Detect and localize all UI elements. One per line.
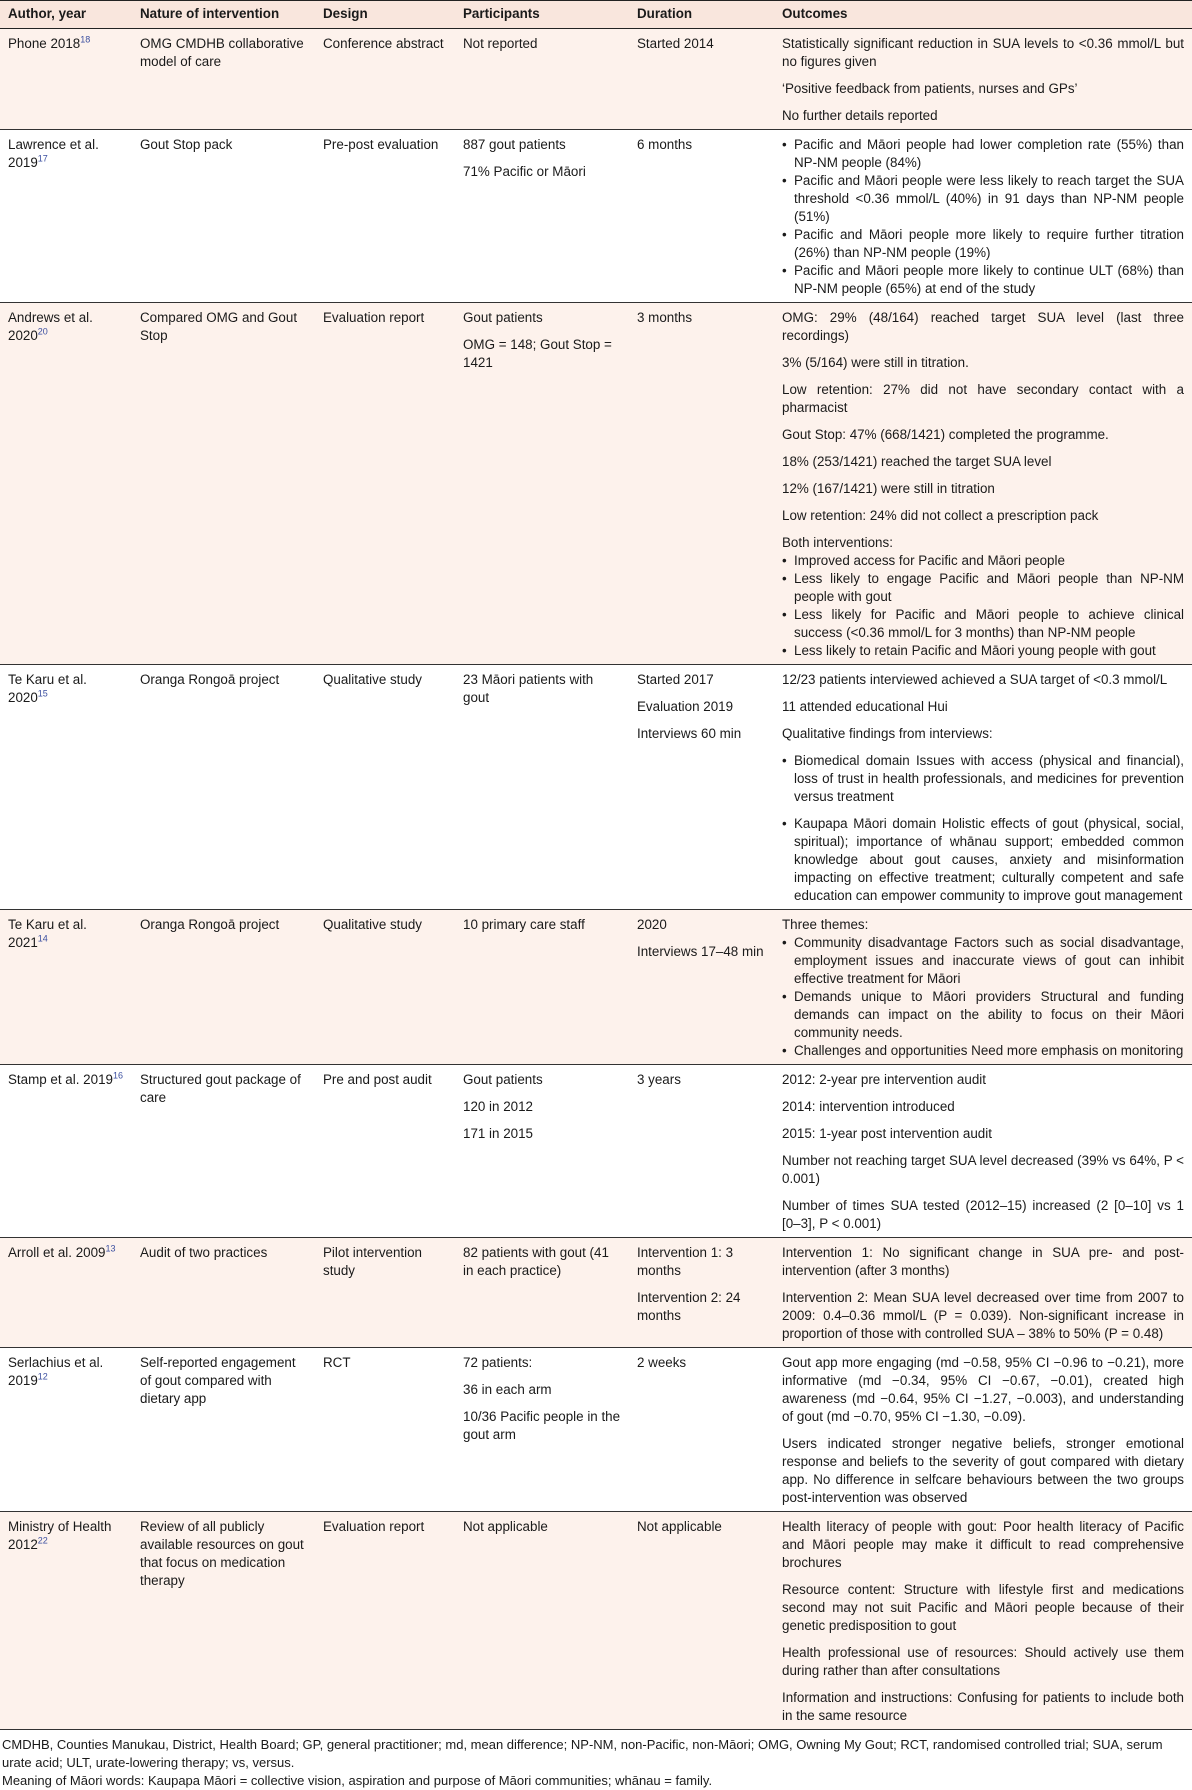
cell-author <box>0 130 132 303</box>
outcome-bullet: • Pacific and Māori people more likely to continue ULT (68%) than NP-NM people (65%) at end of the study <box>782 262 1184 298</box>
cell-nature <box>132 1238 315 1348</box>
design-text: RCT <box>323 1355 351 1370</box>
footnote-maori-words: Meaning of Māori words: Kaupapa Māori = collective vision, aspiration and purpose of Māori communities; whānau = family. <box>2 1773 713 1788</box>
design-text: Qualitative study <box>323 917 422 932</box>
nature-text: Gout Stop pack <box>140 137 233 152</box>
cell-outcomes <box>774 130 1192 303</box>
header-design: Design <box>315 1 455 29</box>
nature-text: OMG CMDHB collaborative model of care <box>140 36 304 69</box>
reference-number: 20 <box>37 326 48 337</box>
participants-line: 171 in 2015 <box>463 1126 533 1141</box>
outcome-bullet: • Kaupapa Māori domain Holistic effects of gout (physical, social, spiritual); importance of whānau support; embedded common knowledge about gout causes, anxiety and misinformation impacting on effective treatment; culturally competent and safe education can empower community to improve gout management <box>782 815 1184 905</box>
participants-line: Not applicable <box>463 1519 548 1534</box>
outcome-paragraph: Intervention 1: No significant change in SUA pre- and post-intervention (after 3 months) <box>782 1245 1184 1278</box>
outcome-paragraph: 2012: 2-year pre intervention audit <box>782 1072 986 1087</box>
cell-design <box>315 1065 455 1238</box>
duration-line: 2 weeks <box>637 1355 687 1370</box>
reference-number: 15 <box>37 688 48 699</box>
participants-line: 23 Māori patients with gout <box>463 672 594 705</box>
cell-nature <box>132 1348 315 1512</box>
cell-outcomes <box>774 1065 1192 1238</box>
outcome-paragraph: Health professional use of resources: Should actively use them during rather than after consultations <box>782 1645 1184 1678</box>
design-text: Pre and post audit <box>323 1072 432 1087</box>
outcome-bullet: • Less likely for Pacific and Māori people to achieve clinical success (<0.36 mmol/L for 3 months) than NP-NM people <box>782 606 1184 642</box>
participants-line: 82 patients with gout (41 in each practice) <box>463 1245 609 1278</box>
design-text: Qualitative study <box>323 672 422 687</box>
outcome-paragraph: Gout Stop: 47% (668/1421) completed the programme. <box>782 427 1109 442</box>
cell-outcomes <box>774 303 1192 665</box>
cell-design <box>315 910 455 1065</box>
table-row <box>0 1238 1192 1348</box>
outcome-paragraph: 12% (167/1421) were still in titration <box>782 481 995 496</box>
table-row <box>0 130 1192 303</box>
outcome-paragraph: 2015: 1-year post intervention audit <box>782 1126 992 1141</box>
cell-nature <box>132 29 315 130</box>
cell-outcomes <box>774 1348 1192 1512</box>
table-footnotes <box>0 1730 1192 1790</box>
outcome-paragraph: 3% (5/164) were still in titration. <box>782 355 969 370</box>
reference-number: 14 <box>37 933 48 944</box>
table-header-row <box>0 1 1192 29</box>
author-name: Andrews et al. 2020 <box>8 310 93 343</box>
author-name: Te Karu et al. 2021 <box>8 917 87 950</box>
author-name: Arroll et al. 2009 <box>8 1245 106 1260</box>
outcome-bullet: • Less likely to retain Pacific and Māori young people with gout <box>782 642 1184 660</box>
cell-design <box>315 1348 455 1512</box>
cell-participants <box>455 303 629 665</box>
cell-author <box>0 1348 132 1512</box>
cell-outcomes <box>774 665 1192 910</box>
reference-number: 22 <box>37 1535 48 1546</box>
reference-number: 12 <box>37 1371 48 1382</box>
cell-participants <box>455 1348 629 1512</box>
author-name: Phone 2018 <box>8 36 81 51</box>
duration-line: 3 months <box>637 310 693 325</box>
outcome-paragraph: 11 attended educational Hui <box>782 699 948 714</box>
duration-line: Started 2017 <box>637 672 714 687</box>
outcome-bullet: • Community disadvantage Factors such as social disadvantage, employment issues and inaccurate views of gout can inhibit effective treatment for Māori <box>782 934 1184 988</box>
cell-participants <box>455 29 629 130</box>
nature-text: Compared OMG and Gout Stop <box>140 310 298 343</box>
table-row <box>0 1065 1192 1238</box>
duration-line: Not applicable <box>637 1519 722 1534</box>
cell-duration <box>629 1512 774 1730</box>
nature-text: Oranga Rongoā project <box>140 672 280 687</box>
participants-line: Not reported <box>463 36 538 51</box>
header-nature: Nature of intervention <box>132 1 315 29</box>
outcome-paragraph: Statistically significant reduction in SUA levels to <0.36 mmol/L but no figures given <box>782 36 1184 69</box>
cell-author <box>0 1065 132 1238</box>
design-text: Evaluation report <box>323 1519 425 1534</box>
cell-participants <box>455 910 629 1065</box>
table-row <box>0 665 1192 910</box>
outcome-paragraph: Number of times SUA tested (2012–15) increased (2 [0–10] vs 1 [0–3], P < 0.001) <box>782 1198 1184 1231</box>
header-participants: Participants <box>455 1 629 29</box>
outcome-list <box>782 752 1184 806</box>
author-name: Ministry of Health 2012 <box>8 1519 112 1552</box>
cell-nature <box>132 1512 315 1730</box>
cell-design <box>315 29 455 130</box>
cell-author <box>0 29 132 130</box>
cell-design <box>315 1512 455 1730</box>
design-text: Conference abstract <box>323 36 444 51</box>
footnote-abbreviations: CMDHB, Counties Manukau, District, Health Board; GP, general practitioner; md, mean difference; NP-NM, non-Pacific, non-Māori; OMG, Owning My Gout; RCT, randomised controlled trial; SUA, serum urate acid; ULT, urate-lowering therapy; vs, versus. <box>2 1737 1163 1770</box>
design-text: Evaluation report <box>323 310 425 325</box>
participants-line: 10/36 Pacific people in the gout arm <box>463 1409 621 1442</box>
cell-outcomes <box>774 29 1192 130</box>
nature-text: Self-reported engagement of gout compared with dietary app <box>140 1355 296 1406</box>
cell-duration <box>629 910 774 1065</box>
duration-line: 3 years <box>637 1072 681 1087</box>
reference-number: 16 <box>112 1070 123 1081</box>
outcome-bullet: • Pacific and Māori people more likely to require further titration (26%) than NP-NM people (19%) <box>782 226 1184 262</box>
cell-duration <box>629 1065 774 1238</box>
cell-duration <box>629 303 774 665</box>
cell-participants <box>455 665 629 910</box>
participants-line: OMG = 148; Gout Stop = 1421 <box>463 337 612 370</box>
author-name: Lawrence et al. 2019 <box>8 137 99 170</box>
cell-author <box>0 665 132 910</box>
reference-number: 18 <box>80 34 91 45</box>
cell-participants <box>455 1238 629 1348</box>
outcome-paragraph: No further details reported <box>782 108 938 123</box>
outcome-list <box>782 552 1184 660</box>
cell-participants <box>455 130 629 303</box>
cell-duration <box>629 29 774 130</box>
duration-line: Evaluation 2019 <box>637 699 734 714</box>
table-row <box>0 29 1192 130</box>
nature-text: Review of all publicly available resources on gout that focus on medication therapy <box>140 1519 304 1588</box>
duration-line: Interviews 17–48 min <box>637 944 764 959</box>
outcome-paragraph: Resource content: Structure with lifestyle first and medications second may not suit Pacific and Māori people because of their genetic predisposition to gout <box>782 1582 1184 1633</box>
participants-line: Gout patients <box>463 1072 543 1087</box>
cell-duration <box>629 130 774 303</box>
cell-outcomes <box>774 1512 1192 1730</box>
cell-outcomes <box>774 1238 1192 1348</box>
participants-line: 887 gout patients <box>463 137 566 152</box>
cell-design <box>315 665 455 910</box>
design-text: Pilot intervention study <box>323 1245 422 1278</box>
outcome-bullet: • Pacific and Māori people were less likely to reach target the SUA threshold <0.36 mmol/L (40%) in 91 days than NP-NM people (51%) <box>782 172 1184 226</box>
outcome-paragraph: Users indicated stronger negative beliefs, stronger emotional response and beliefs to the severity of gout compared with dietary app. No difference in selfcare behaviours between the two groups post-intervention was observed <box>782 1436 1184 1505</box>
cell-author <box>0 1238 132 1348</box>
reference-number: 13 <box>105 1243 116 1254</box>
participants-line: 71% Pacific or Māori <box>463 164 586 179</box>
nature-text: Audit of two practices <box>140 1245 268 1260</box>
duration-line: Intervention 2: 24 months <box>637 1290 741 1323</box>
reference-number: 17 <box>37 153 48 164</box>
outcome-lead: Both interventions: <box>782 535 893 550</box>
duration-line: 6 months <box>637 137 693 152</box>
duration-line: Started 2014 <box>637 36 714 51</box>
outcome-paragraph: OMG: 29% (48/164) reached target SUA level (last three recordings) <box>782 310 1184 343</box>
cell-duration <box>629 1348 774 1512</box>
outcome-list <box>782 934 1184 1060</box>
outcome-paragraph: Intervention 2: Mean SUA level decreased over time from 2007 to 2009: 0.4–0.36 mmol/L (P = 0.039). Non-significant increase in proportion of those with controlled SUA – 38% to 50% (P = 0.48) <box>782 1290 1184 1341</box>
outcome-bullet: • Improved access for Pacific and Māori people <box>782 552 1184 570</box>
nature-text: Structured gout package of care <box>140 1072 301 1105</box>
cell-nature <box>132 130 315 303</box>
outcome-paragraph: Gout app more engaging (md −0.58, 95% CI −0.96 to −0.21), more informative (md −0.34, 95% CI −0.67, −0.01), created high awareness (md −0.64, 95% CI −1.27, −0.003), and understanding of gout (md −0.70, 95% CI −1.30, −0.09). <box>782 1355 1184 1424</box>
outcome-lead: Three themes: <box>782 917 869 932</box>
table-row <box>0 910 1192 1065</box>
outcome-bullet: • Less likely to engage Pacific and Māori people than NP-NM people with gout <box>782 570 1184 606</box>
participants-line: 72 patients: <box>463 1355 533 1370</box>
duration-line: Intervention 1: 3 months <box>637 1245 734 1278</box>
outcome-bullet: • Biomedical domain Issues with access (physical and financial), loss of trust in health professionals, and medicines for prevention versus treatment <box>782 752 1184 806</box>
cell-nature <box>132 665 315 910</box>
outcome-paragraph: Information and instructions: Confusing for patients to include both in the same resource <box>782 1690 1184 1723</box>
cell-author <box>0 1512 132 1730</box>
cell-nature <box>132 303 315 665</box>
cell-design <box>315 1238 455 1348</box>
outcome-bullet: • Pacific and Māori people had lower completion rate (55%) than NP-NM people (84%) <box>782 136 1184 172</box>
cell-outcomes <box>774 910 1192 1065</box>
participants-line: 10 primary care staff <box>463 917 585 932</box>
cell-duration <box>629 665 774 910</box>
cell-participants <box>455 1512 629 1730</box>
outcome-paragraph: 18% (253/1421) reached the target SUA level <box>782 454 1052 469</box>
outcome-list <box>782 136 1184 298</box>
table-row <box>0 1512 1192 1730</box>
table-row <box>0 1348 1192 1512</box>
cell-design <box>315 303 455 665</box>
cell-participants <box>455 1065 629 1238</box>
outcome-paragraph: Health literacy of people with gout: Poor health literacy of Pacific and Māori people may make it difficult to read comprehensive brochures <box>782 1519 1184 1570</box>
outcome-paragraph: Low retention: 27% did not have secondary contact with a pharmacist <box>782 382 1184 415</box>
design-text: Pre-post evaluation <box>323 137 439 152</box>
outcome-list <box>782 815 1184 905</box>
nature-text: Oranga Rongoā project <box>140 917 280 932</box>
table-row <box>0 303 1192 665</box>
header-duration: Duration <box>629 1 774 29</box>
outcome-paragraph: 12/23 patients interviewed achieved a SUA target of <0.3 mmol/L <box>782 672 1168 687</box>
outcome-paragraph: Qualitative findings from interviews: <box>782 726 993 741</box>
author-name: Stamp et al. 2019 <box>8 1072 113 1087</box>
outcome-paragraph: 2014: intervention introduced <box>782 1099 955 1114</box>
cell-nature <box>132 1065 315 1238</box>
participants-line: 36 in each arm <box>463 1382 552 1397</box>
outcome-paragraph: Low retention: 24% did not collect a prescription pack <box>782 508 1099 523</box>
participants-line: 120 in 2012 <box>463 1099 533 1114</box>
cell-author <box>0 910 132 1065</box>
author-name: Te Karu et al. 2020 <box>8 672 87 705</box>
outcome-bullet: • Challenges and opportunities Need more emphasis on monitoring <box>782 1042 1184 1060</box>
duration-line: Interviews 60 min <box>637 726 742 741</box>
participants-line: Gout patients <box>463 310 543 325</box>
outcome-paragraph: ‘Positive feedback from patients, nurses and GPs’ <box>782 81 1078 96</box>
cell-nature <box>132 910 315 1065</box>
header-author: Author, year <box>0 1 132 29</box>
cell-design <box>315 130 455 303</box>
author-name: Serlachius et al. 2019 <box>8 1355 104 1388</box>
outcome-paragraph: Number not reaching target SUA level decreased (39% vs 64%, P < 0.001) <box>782 1153 1184 1186</box>
duration-line: 2020 <box>637 917 667 932</box>
outcome-bullet: • Demands unique to Māori providers Structural and funding demands can impact on the ability to focus on their Māori community needs. <box>782 988 1184 1042</box>
cell-duration <box>629 1238 774 1348</box>
header-outcomes: Outcomes <box>774 1 1192 29</box>
cell-author <box>0 303 132 665</box>
